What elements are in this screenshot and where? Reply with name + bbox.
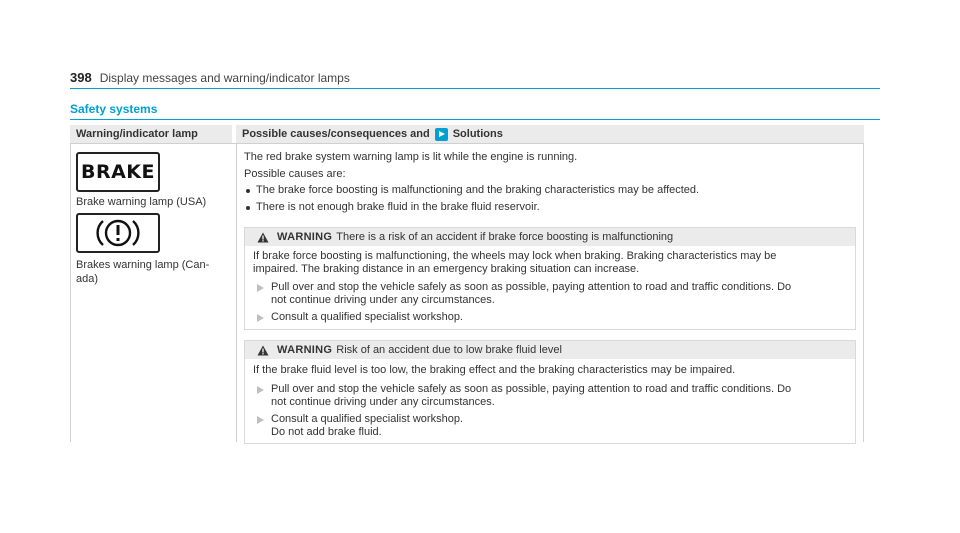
brake-circle-warning-icon <box>76 213 160 253</box>
warning-triangle-icon <box>257 232 269 243</box>
column-divider <box>236 144 237 442</box>
warning-step1-line2: not continue driving under any circumstances. <box>271 396 495 408</box>
step-arrow-icon <box>257 284 264 292</box>
brake-circle-warning-svg <box>78 215 158 251</box>
warning-body-line1: If brake force boosting is malfunctioning, the wheels may lock when braking. Braking characteristics may be <box>253 250 777 262</box>
lamp-label-usa: Brake warning lamp (USA) <box>76 196 207 208</box>
section-rule <box>70 119 880 120</box>
header-rule <box>70 88 880 89</box>
running-title: Display messages and warning/indicator lamps <box>99 71 350 85</box>
warning-step2-line2: Do not add brake fluid. <box>271 426 382 438</box>
arrow-right-icon <box>435 128 448 141</box>
warning-step1-line1: Pull over and stop the vehicle safely as soon as possible, paying attention to road and traffic conditions. Do <box>271 281 792 293</box>
step-arrow-icon <box>257 416 264 424</box>
warning-step2-line1: Consult a qualified specialist workshop. <box>271 311 463 323</box>
page-header <box>70 70 350 85</box>
warning-step1-line2: not continue driving under any circumstances. <box>271 294 495 306</box>
section-title: Safety systems <box>70 102 158 116</box>
lamp-label-canada <box>76 258 226 286</box>
warning-body-line2: impaired. The braking distance in an emergency braking situation can increase. <box>253 263 640 275</box>
bullet-dot <box>246 189 250 193</box>
warning-box-brake-boost <box>244 227 856 330</box>
column-header-lamp: Warning/indicator lamp <box>70 125 232 143</box>
bullet-dot <box>246 206 250 210</box>
warning-body-line1: If the brake fluid level is too low, the braking effect and the braking characteristics may be impaired. <box>253 364 736 376</box>
column-header-solutions-text: Solutions <box>452 128 503 140</box>
step-arrow-icon <box>257 314 264 322</box>
page-number: 398 <box>70 70 92 85</box>
warning-triangle-icon <box>257 345 269 356</box>
cause-item-2: There is not enough brake fluid in the brake fluid reservoir. <box>256 201 540 213</box>
lamp-label-canada-line2: ada) <box>76 273 99 285</box>
step-arrow-icon <box>257 386 264 394</box>
warning-box-brake-fluid <box>244 340 856 444</box>
warning-label: WARNING <box>277 231 333 243</box>
warning-title: Risk of an accident due to low brake fluid level <box>336 344 562 356</box>
warning-header <box>245 341 855 359</box>
table-header <box>70 125 864 143</box>
column-header-causes <box>236 125 864 143</box>
row-separator <box>70 143 864 144</box>
lamp-label-canada-line1: Brakes warning lamp (Can- <box>76 259 210 271</box>
brake-lamp-text: BRAKE <box>80 161 156 183</box>
intro-line2: Possible causes are: <box>244 168 346 180</box>
warning-label: WARNING <box>277 344 333 356</box>
warning-header <box>245 228 855 246</box>
warning-step2-line1: Consult a qualified specialist workshop. <box>271 413 463 425</box>
warning-step1-line1: Pull over and stop the vehicle safely as soon as possible, paying attention to road and traffic conditions. Do <box>271 383 792 395</box>
brake-warning-lamp-icon <box>76 152 160 192</box>
intro-line1: The red brake system warning lamp is lit while the engine is running. <box>244 151 578 163</box>
table-left-border <box>70 144 71 442</box>
table-right-border <box>863 144 864 442</box>
cause-item-1: The brake force boosting is malfunctioning and the braking characteristics may be affected. <box>256 184 700 196</box>
column-header-causes-text: Possible causes/consequences and <box>242 128 430 140</box>
warning-title: There is a risk of an accident if brake force boosting is malfunctioning <box>336 231 674 243</box>
